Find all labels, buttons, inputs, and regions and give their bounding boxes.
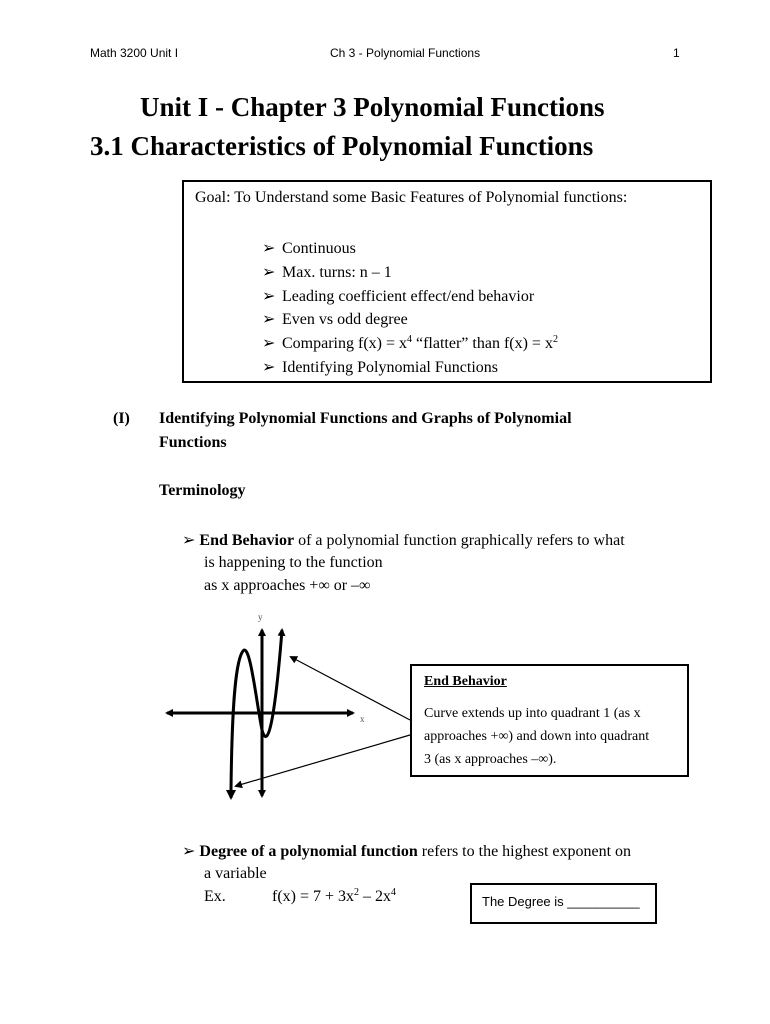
section-title: 3.1 Characteristics of Polynomial Functions	[90, 131, 594, 161]
degree-term: Degree of a polynomial function	[199, 843, 418, 860]
end-behavior-term: End Behavior	[199, 532, 295, 549]
goal-text: Goal: To Understand some Basic Features of Polynomial functions:	[195, 189, 628, 206]
example-label: Ex.	[204, 888, 226, 905]
section-heading-line1: Identifying Polynomial Functions and Graphs of Polynomial	[159, 410, 572, 427]
exponent: 4	[407, 334, 412, 346]
y-axis-label: y	[258, 612, 263, 622]
degree-answer-text: The Degree is __________	[482, 894, 640, 909]
end-behavior-line3: as x approaches +∞ or –∞	[204, 577, 371, 594]
end-behavior-box	[410, 664, 689, 777]
exponent: 2	[354, 887, 360, 898]
goal-item-text: Continuous	[282, 240, 356, 257]
degree-rest: refers to the highest exponent on	[417, 843, 632, 860]
end-box-line1: Curve extends up into quadrant 1 (as x	[424, 706, 641, 721]
example-function	[272, 888, 396, 906]
bullet-arrow-icon: ➢	[262, 263, 276, 281]
end-behavior-rest: of a polynomial function graphically refers to what	[294, 532, 625, 549]
bullet-arrow-icon: ➢	[262, 287, 276, 305]
x-axis-label: x	[360, 714, 365, 724]
goal-item-text: Comparing f(x) = x	[282, 335, 407, 353]
exponent: 4	[391, 887, 397, 898]
bullet-arrow-icon: ➢	[262, 335, 276, 353]
bullet-arrow-icon: ➢	[182, 843, 196, 860]
goal-item-text: Even vs odd degree	[282, 311, 408, 329]
end-behavior-line2: is happening to the function	[204, 554, 383, 571]
bullet-arrow-icon: ➢	[182, 532, 196, 549]
goal-item-text: Max. turns: n – 1	[282, 263, 392, 281]
goal-item-text: “flatter” than f(x) = x	[412, 335, 553, 353]
page-title: Unit I - Chapter 3 Polynomial Functions	[140, 92, 605, 122]
header-left: Math 3200 Unit I	[90, 46, 179, 60]
exponent: 2	[552, 334, 558, 346]
degree-answer-box	[470, 883, 657, 924]
curve-arrowhead-left	[226, 790, 236, 800]
polynomial-curve	[231, 630, 282, 790]
header-center: Ch 3 - Polynomial Functions	[330, 46, 481, 60]
section-heading-line2: Functions	[159, 434, 227, 451]
goal-item-text: Identifying Polynomial Functions	[282, 358, 498, 376]
terminology-heading: Terminology	[159, 482, 246, 499]
degree-line2: a variable	[204, 865, 267, 882]
degree-definition	[182, 841, 631, 861]
goal-item-text: Leading coefficient effect/end behavior	[282, 287, 535, 305]
bullet-arrow-icon: ➢	[262, 358, 276, 376]
example-part: f(x) = 7 + 3x	[272, 888, 355, 905]
end-box-line2: approaches +∞) and down into quadrant	[424, 729, 650, 744]
section-number: (I)	[113, 410, 130, 427]
end-box-title: End Behavior	[424, 674, 507, 689]
bullet-arrow-icon: ➢	[262, 240, 276, 257]
end-box-line3: 3 (as x approaches –∞).	[424, 752, 557, 767]
example-part: – 2x	[359, 888, 392, 905]
pointer-line-top	[291, 657, 410, 720]
bullet-arrow-icon: ➢	[262, 311, 276, 329]
page-number: 1	[673, 46, 680, 60]
